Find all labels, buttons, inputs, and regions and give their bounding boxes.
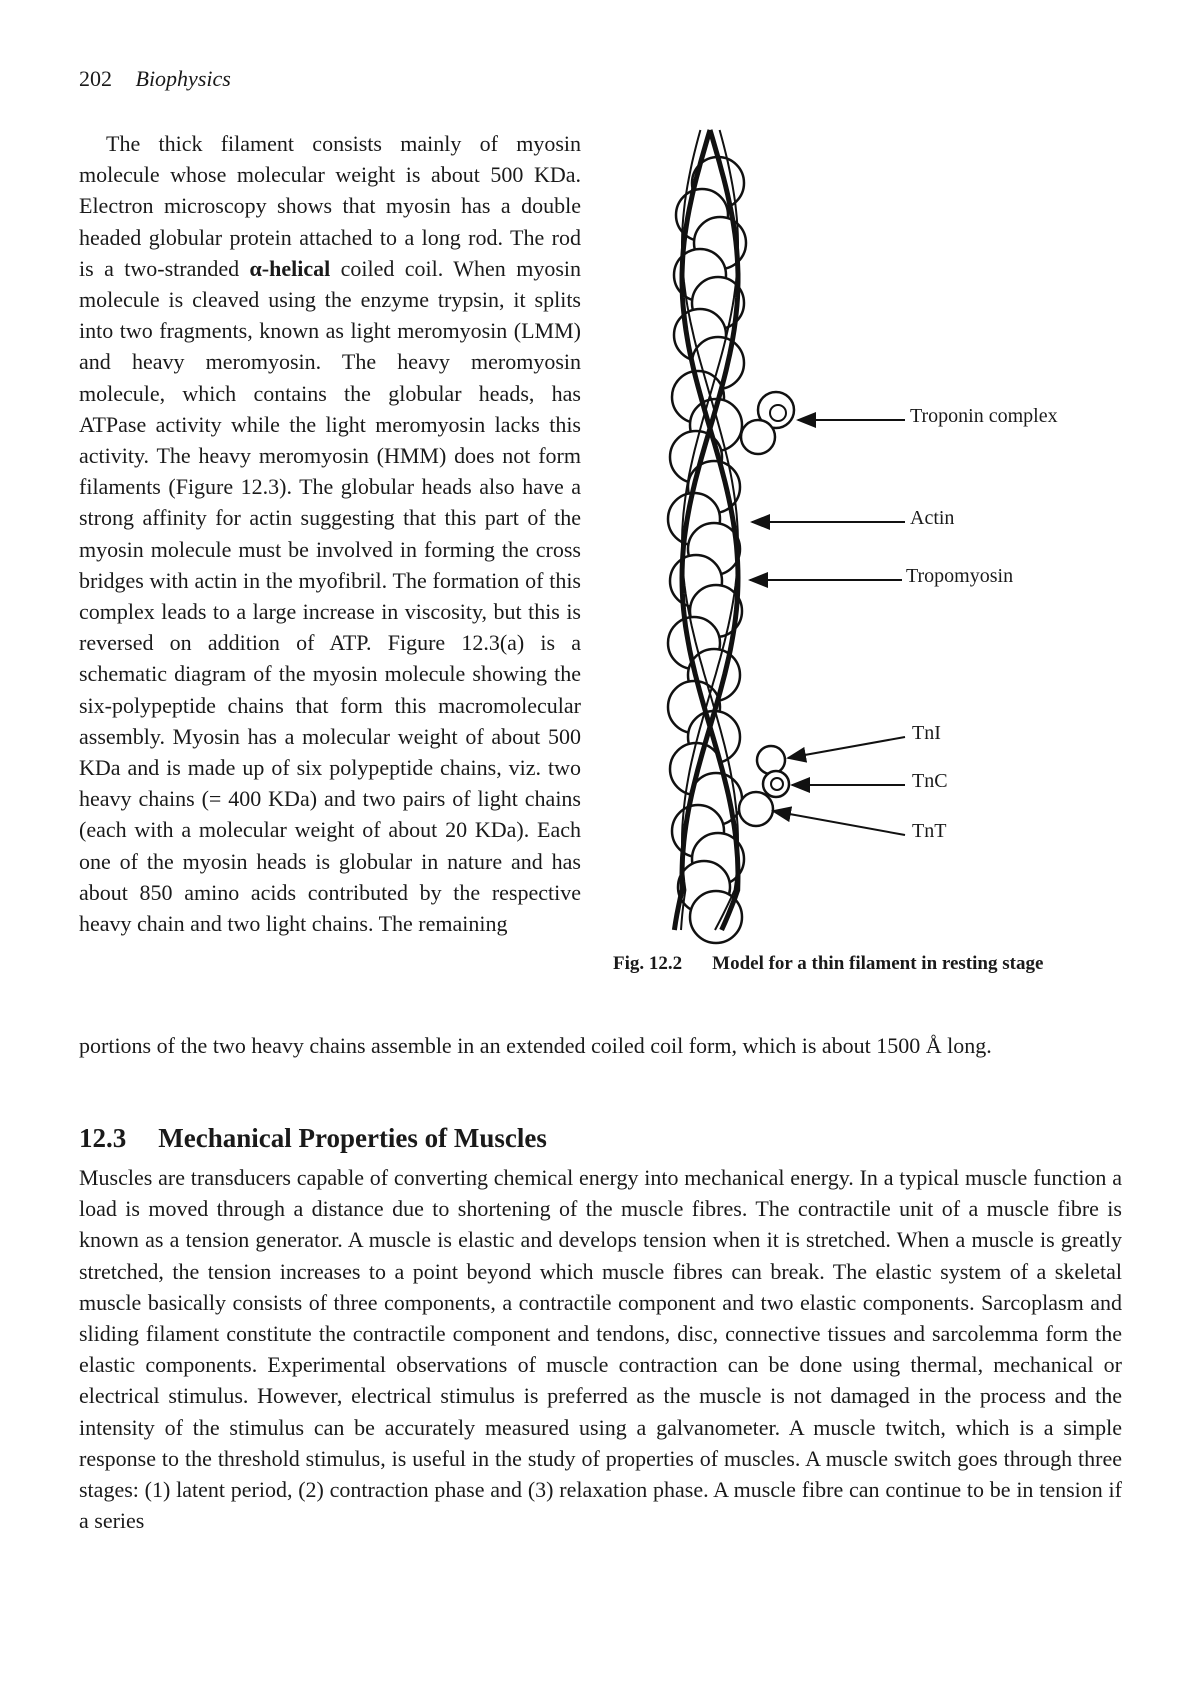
page-number: 202 <box>79 66 112 91</box>
paragraph-thick-filament <box>79 128 581 939</box>
paragraph-thick-filament-continuation: portions of the two heavy chains assemble in an extended coiled coil form, which is about 1500 Å long. <box>79 1033 992 1058</box>
section-title: Mechanical Properties of Muscles <box>158 1123 547 1153</box>
alpha-helical-term: α-helical <box>249 255 331 281</box>
running-header <box>79 66 231 92</box>
section-heading <box>79 1123 547 1154</box>
figure-caption <box>613 953 1133 975</box>
label-tnc: TnC <box>912 770 948 792</box>
caption-text: Model for a thin filament in resting stage <box>712 953 1044 974</box>
label-tni: TnI <box>912 722 941 744</box>
paragraph-mechanical-properties: Muscles are transducers capable of converting chemical energy into mechanical energy. In a typical muscle function a load is moved through a distance due to shortening of the muscle fibres. The contractile unit of a muscle fibre is known as a tension generator. A muscle is elastic and develops tension when it is stretched. When a muscle is greatly stretched, the tension increases to a point beyond which muscle fibres can break. The elastic system of a skeletal muscle basically consists of three components, a contractile component and two elastic components. Sarcoplasm and sliding filament constitute the contractile component and tendons, disc, connective tissues and sarcolemma form the elastic components. Experimental observations of muscle contraction can be done using thermal, mechanical or electrical stimulus. However, electrical stimulus is preferred as the muscle is not damaged in the process and the intensity of the stimulus can be accurately measured using a galvanometer. A muscle twitch, which is a simple response to the threshold stimulus, is useful in the study of properties of muscles. A muscle switch goes through three stages: (1) latent period, (2) contraction phase and (3) relaxation phase. A muscle fibre can continue to be in tension if a series <box>79 1165 1122 1534</box>
label-actin: Actin <box>910 507 955 529</box>
label-tnt: TnT <box>912 820 947 842</box>
troponin-complex-lower <box>739 746 789 826</box>
running-title: Biophysics <box>135 66 231 91</box>
thin-filament-diagram <box>640 125 1120 955</box>
paragraph-text: The thick filament consists mainly of myosin molecule whose molecular weight is about 500 KDa. Electron microscopy shows that myosin has a double headed globular protein attached to a long rod. The rod is a two-stranded <box>79 131 581 281</box>
caption-number: Fig. 12.2 <box>613 953 683 974</box>
section-number: 12.3 <box>79 1123 127 1153</box>
label-troponin-complex: Troponin complex <box>910 405 1058 427</box>
paragraph-text-cont: coiled coil. When myosin molecule is cleaved using the enzyme trypsin, it splits into two fragments, known as light meromyosin (LMM) and heavy meromyosin. The heavy meromyosin molecule, which contains the globular heads, has ATPase activity while the light meromyosin lacks this activity. The heavy meromyosin (HMM) does not form filaments (Figure 12.3). The globular heads also have a strong affinity for actin suggesting that this part of the myosin molecule must be involved in forming the cross bridges with actin in the myofibril. The formation of this complex leads to a large increase in viscosity, but this is reversed on addition of ATP. Figure 12.3(a) is a schematic diagram of the myosin molecule showing the six-polypeptide chains that form this macromolecular assembly. Myosin has a molecular weight of about 500 KDa and is made up of six polypeptide chains, viz. two heavy chains (= 400 KDa) and two pairs of light chains (each with a molecular weight of about 20 KDa). Each one of the myosin heads is globular in nature and has about 850 amino acids contributed by the respective heavy chain and two light chains. The remaining <box>79 255 581 937</box>
thin-filament-figure <box>640 125 1120 955</box>
label-tropomyosin: Tropomyosin <box>906 565 1014 587</box>
troponin-complex-upper <box>741 392 794 454</box>
